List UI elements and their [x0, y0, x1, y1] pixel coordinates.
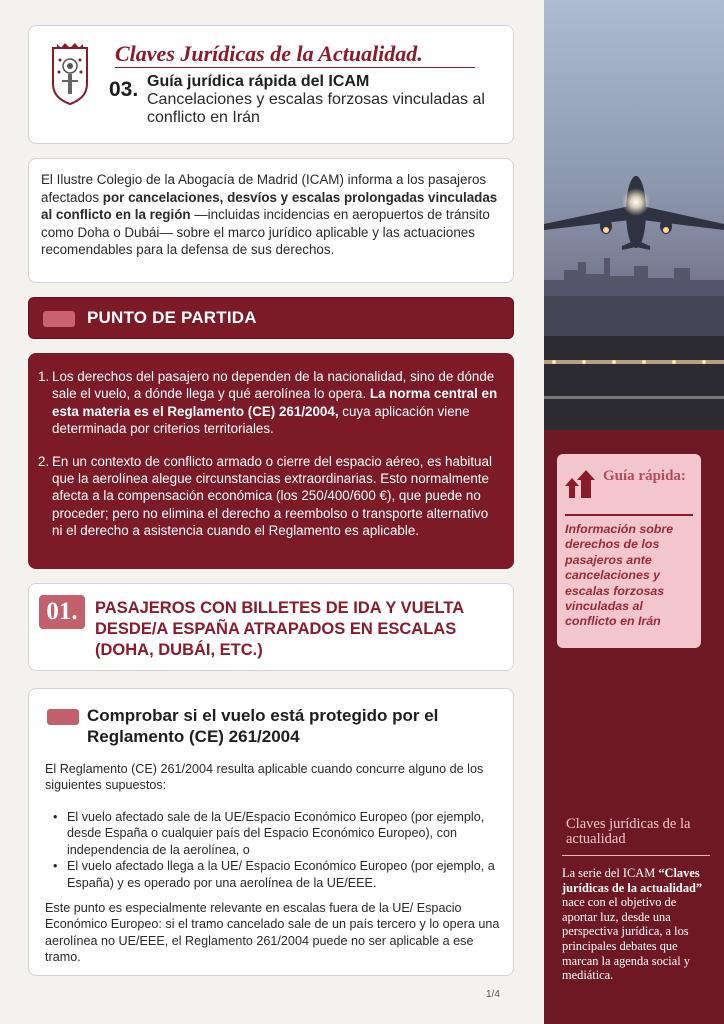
guide-title: Guía jurídica rápida del ICAM: [147, 73, 370, 90]
up-arrows-icon: [565, 468, 595, 500]
series-title: Claves Jurídicas de la Actualidad.: [115, 41, 423, 66]
guide-card-rule: [565, 514, 693, 516]
icam-crest-logo: [47, 40, 93, 106]
section-title: PASAJEROS CON BILLETES DE IDA Y VUELTA DESDE/A ESPAÑA ATRAPADOS EN ESCALAS (DOHA, DUBÁI, ETC.): [95, 599, 464, 659]
page-number: 1/4: [486, 989, 500, 1000]
section-bar-label: PUNTO DE PARTIDA: [87, 308, 257, 327]
points-box: [28, 353, 514, 569]
bullet-list: [45, 809, 495, 891]
guide-number: 03.: [109, 78, 139, 101]
title-rule: [115, 67, 475, 68]
section-badge: 01.: [39, 595, 85, 629]
section-pill: [43, 311, 75, 327]
series-description: La serie del ICAM “Claves jurídicas de la actualidad” nace con el objetivo de aportar luz, desde una perspectiva jurídica, a los principales debates que marcan la agenda social y mediática.: [562, 866, 703, 983]
section-01-card: [28, 583, 514, 671]
list-item: • El vuelo afectado sale de la UE/Espacio Económico Europeo (por ejemplo, desde España o cualquier país del Espacio Económico Europeo), con independencia de la aerolínea, o: [45, 809, 495, 858]
paragraph-1: El Reglamento (CE) 261/2004 resulta aplicable cuando concurre alguno de los siguientes supuestos:: [45, 762, 484, 793]
content-card: [28, 688, 514, 976]
guide-subtitle: Cancelaciones y escalas forzosas vinculadas al conflicto en Irán: [147, 91, 485, 126]
section-bar-punto-de-partida: [28, 297, 514, 339]
guide-card: [557, 454, 701, 648]
paragraph-2: Este punto es especialmente relevante en escalas fuera de la UE/ Espacio Económico Europeo: si el tramo cancelado sale de un país tercero y lo opera una aerolínea no UE/EEE, el Reglamento 261/2004 puede no ser aplicable a ese tramo.: [45, 901, 500, 965]
point-item-1: 1. Los derechos del pasajero no dependen de la nacionalidad, sino de dónde sale el vuelo, a dónde llega y qué aerolínea lo opera. La norma central en esta materia es el Reglamento (CE) 261/2004, cuya aplicación viene determinada por criterios territoriales.: [38, 369, 498, 437]
guide-card-title: Guía rápida:: [603, 468, 686, 484]
series-heading: Claves jurídicas de la actualidad: [566, 816, 691, 847]
series-rule: [562, 855, 710, 856]
guide-card-text: Información sobre derechos de los pasajeros ante cancelaciones y escalas forzosas vinculadas al conflicto en Irán: [565, 522, 674, 629]
point-item-2: 2. En un contexto de conflicto armado o cierre del espacio aéreo, es habitual que la aerolínea alegue circunstancias extraordinarias. Esto normalmente afecta a la compensación económica (los 250/400/600 €), que puede no proceder; pero no elimina el derecho a reembolso o transporte alternativo ni el derecho a asistencia cuando el Reglamento es aplicable.: [38, 453, 492, 539]
airplane-photo: [544, 0, 724, 430]
sidebar: [544, 0, 724, 1024]
intro-text: El Ilustre Colegio de la Abogacía de Madrid (ICAM) informa a los pasajeros afectados por cancelaciones, desvíos y escalas prolongadas vinculadas al conflicto en la región —incluidas incidencias en aeropuertos de tránsito como Doha o Dubái— sobre el marco jurídico aplicable y las actuaciones recomendables para la defensa de sus derechos.: [41, 172, 498, 258]
list-item: • El vuelo afectado llega a la UE/ Espacio Económico Europeo (por ejemplo, a España) y es operado por una aerolínea de la UE/EEE.: [45, 858, 495, 891]
header-card: [28, 25, 514, 144]
intro-card: [28, 158, 514, 283]
subsection-title: Comprobar si el vuelo está protegido por el Reglamento (CE) 261/2004: [87, 706, 439, 746]
subsection-pill: [47, 709, 79, 725]
